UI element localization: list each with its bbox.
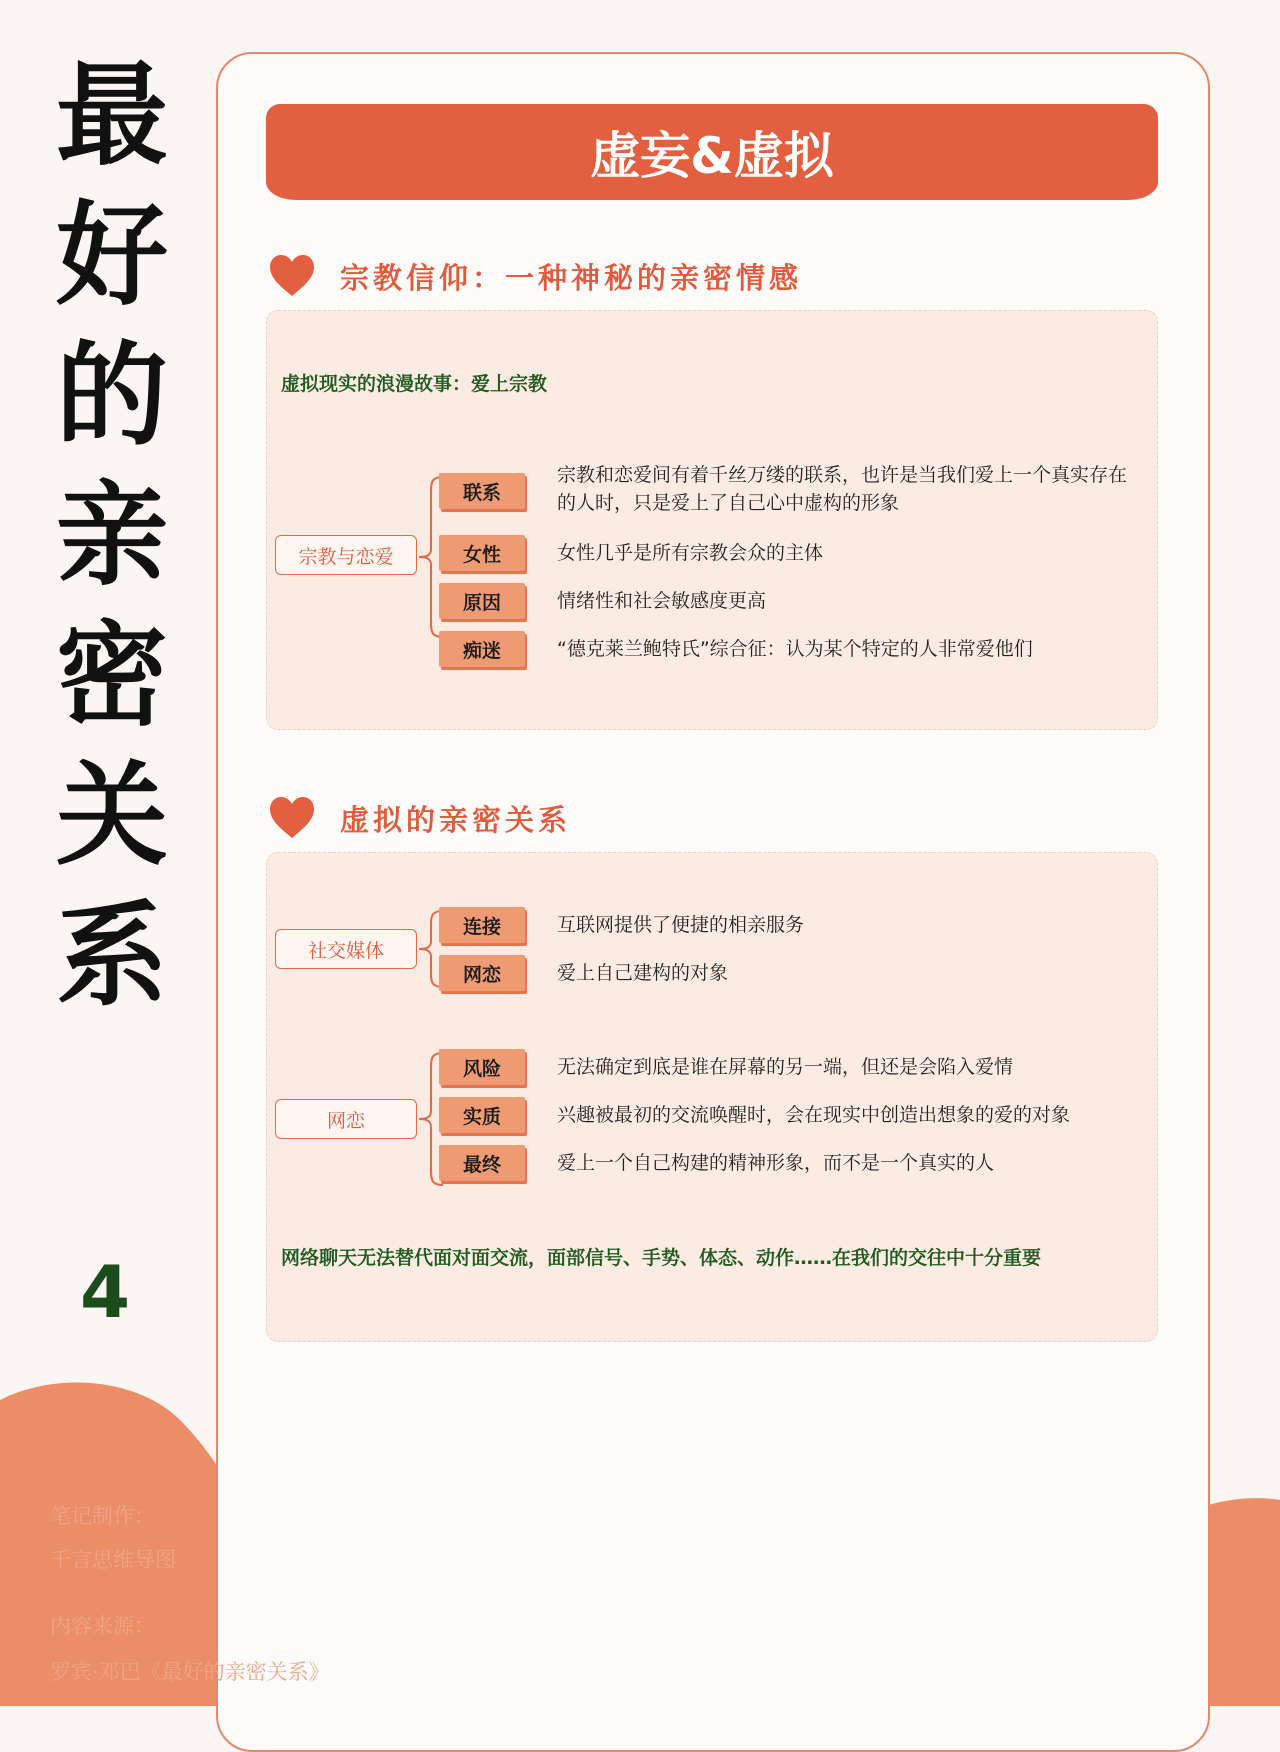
title-char: 好 <box>56 191 168 321</box>
section-title: 宗教信仰：一种神秘的亲密情感 <box>340 260 803 295</box>
title-char: 的 <box>56 331 168 461</box>
mindmap-panel <box>266 310 1158 730</box>
section-header <box>268 254 802 298</box>
tag-box: 联系 <box>439 473 525 509</box>
title-char: 系 <box>56 891 168 1021</box>
credit-source-label: 内容来源： <box>50 1614 155 1638</box>
credit-maker-label: 笔记制作： <box>50 1504 155 1528</box>
section-header <box>268 796 571 840</box>
conclusion-text: 网络聊天无法替代面对面交流，面部信号、手势、体态、动作……在我们的交往中十分重要 <box>281 1247 1042 1269</box>
title-char: 亲 <box>56 471 168 601</box>
page-number: 4 <box>80 1250 131 1334</box>
topic-box: 社交媒体 <box>275 929 417 969</box>
tag-box: 连接 <box>439 907 525 943</box>
tag-box: 最终 <box>439 1145 525 1181</box>
title-char: 关 <box>56 751 168 881</box>
credit-source: 罗宾·邓巴《最好的亲密关系》 <box>50 1660 330 1684</box>
description-text: “德克莱兰鲍特氏”综合征：认为某个特定的人非常爱他们 <box>557 638 1033 660</box>
description-text: 兴趣被最初的交流唤醒时，会在现实中创造出想象的爱的对象 <box>557 1104 1071 1126</box>
description-text: 情绪性和社会敏感度更高 <box>557 590 767 612</box>
description-text: 宗教和恋爱间有着千丝万缕的联系，也许是当我们爱上一个真实存在的人时，只是爱上了自己心中虚构的形象 <box>557 464 1128 514</box>
description-text: 爱上自己建构的对象 <box>557 962 729 984</box>
credit-maker: 千言思维导图 <box>50 1548 176 1572</box>
heart-icon <box>268 254 316 298</box>
banner-title: 虚妄&虚拟 <box>266 104 1158 200</box>
tag-box: 实质 <box>439 1097 525 1133</box>
tag-box: 女性 <box>439 535 525 571</box>
heart-icon <box>268 796 316 840</box>
tag-box: 网恋 <box>439 955 525 991</box>
description-text: 爱上一个自己构建的精神形象，而不是一个真实的人 <box>557 1152 995 1174</box>
topic-box: 宗教与恋爱 <box>275 535 417 575</box>
section-title: 虚拟的亲密关系 <box>340 802 572 837</box>
topic-box: 网恋 <box>275 1099 417 1139</box>
intro-text: 虚拟现实的浪漫故事：爱上宗教 <box>281 373 548 395</box>
title-char: 密 <box>56 611 168 741</box>
vertical-title <box>52 51 172 1040</box>
tag-box: 原因 <box>439 583 525 619</box>
mindmap-panel <box>266 852 1158 1342</box>
description-text: 互联网提供了便捷的相亲服务 <box>557 914 805 936</box>
content-card <box>216 52 1210 1752</box>
tag-box: 风险 <box>439 1049 525 1085</box>
tag-box: 痴迷 <box>439 631 525 667</box>
description-text: 无法确定到底是谁在屏幕的另一端，但还是会陷入爱情 <box>557 1056 1014 1078</box>
description-text: 女性几乎是所有宗教会众的主体 <box>557 542 824 564</box>
title-char: 最 <box>56 51 168 181</box>
